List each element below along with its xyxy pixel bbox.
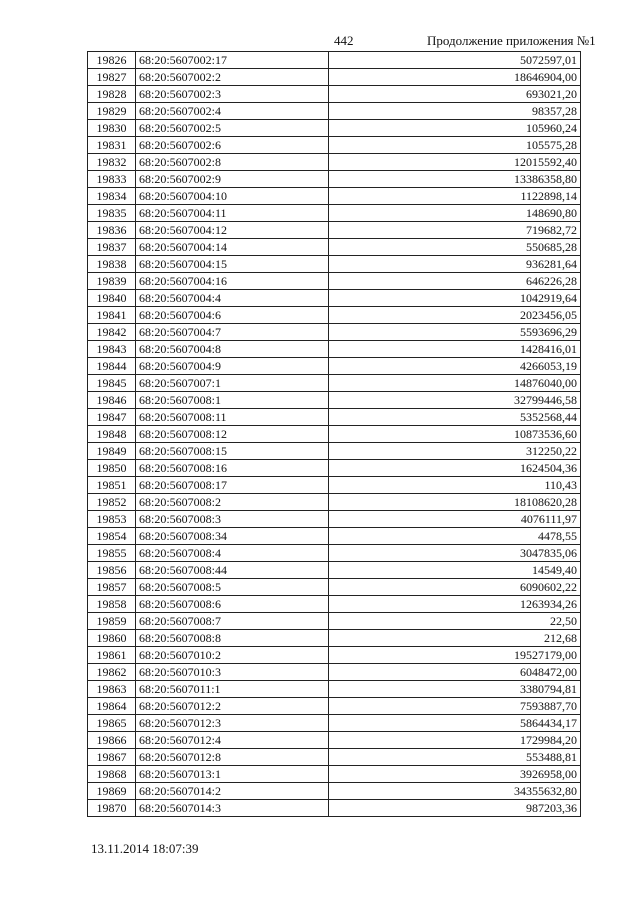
- cadastral-number: 68:20:5607008:7: [136, 613, 329, 630]
- row-number: 19868: [88, 766, 136, 783]
- cadastral-number: 68:20:5607008:6: [136, 596, 329, 613]
- row-number: 19845: [88, 375, 136, 392]
- table-row: [88, 358, 581, 375]
- cadastral-number: 68:20:5607004:8: [136, 341, 329, 358]
- table-row: [88, 273, 581, 290]
- cadastral-value: 1729984,20: [329, 732, 581, 749]
- row-number: 19836: [88, 222, 136, 239]
- row-number: 19839: [88, 273, 136, 290]
- row-number: 19847: [88, 409, 136, 426]
- cadastral-number: 68:20:5607007:1: [136, 375, 329, 392]
- row-number: 19842: [88, 324, 136, 341]
- table-row: [88, 613, 581, 630]
- page-number: 442: [334, 33, 354, 48]
- page-title: Продолжение приложения №1: [427, 33, 596, 48]
- row-number: 19846: [88, 392, 136, 409]
- cadastral-number: 68:20:5607004:4: [136, 290, 329, 307]
- table-row: [88, 664, 581, 681]
- row-number: 19860: [88, 630, 136, 647]
- cadastral-number: 68:20:5607012:8: [136, 749, 329, 766]
- table-row: [88, 715, 581, 732]
- table-row: [88, 511, 581, 528]
- row-number: 19857: [88, 579, 136, 596]
- table-row: [88, 120, 581, 137]
- cadastral-number: 68:20:5607002:2: [136, 69, 329, 86]
- cadastral-number: 68:20:5607008:15: [136, 443, 329, 460]
- table-row: [88, 69, 581, 86]
- cadastral-value: 98357,28: [329, 103, 581, 120]
- table-row: [88, 171, 581, 188]
- table-row: [88, 443, 581, 460]
- cadastral-number: 68:20:5607008:2: [136, 494, 329, 511]
- cadastral-number: 68:20:5607008:17: [136, 477, 329, 494]
- cadastral-number: 68:20:5607010:2: [136, 647, 329, 664]
- table-row: [88, 307, 581, 324]
- cadastral-value: 3380794,81: [329, 681, 581, 698]
- table-row: [88, 103, 581, 120]
- row-number: 19829: [88, 103, 136, 120]
- cadastral-value: 7593887,70: [329, 698, 581, 715]
- cadastral-value: 5352568,44: [329, 409, 581, 426]
- cadastral-value: 22,50: [329, 613, 581, 630]
- table-row: [88, 579, 581, 596]
- cadastral-value: 3047835,06: [329, 545, 581, 562]
- cadastral-number: 68:20:5607014:2: [136, 783, 329, 800]
- table-row: [88, 732, 581, 749]
- table-row: [88, 86, 581, 103]
- table-row: [88, 290, 581, 307]
- cadastral-number: 68:20:5607002:5: [136, 120, 329, 137]
- row-number: 19852: [88, 494, 136, 511]
- row-number: 19837: [88, 239, 136, 256]
- cadastral-value: 1263934,26: [329, 596, 581, 613]
- cadastral-number: 68:20:5607010:3: [136, 664, 329, 681]
- table-row: [88, 188, 581, 205]
- cadastral-number: 68:20:5607012:4: [136, 732, 329, 749]
- row-number: 19854: [88, 528, 136, 545]
- cadastral-value: 550685,28: [329, 239, 581, 256]
- row-number: 19864: [88, 698, 136, 715]
- cadastral-value: 4076111,97: [329, 511, 581, 528]
- cadastral-value: 32799446,58: [329, 392, 581, 409]
- row-number: 19834: [88, 188, 136, 205]
- row-number: 19838: [88, 256, 136, 273]
- cadastral-number: 68:20:5607008:3: [136, 511, 329, 528]
- row-number: 19866: [88, 732, 136, 749]
- row-number: 19853: [88, 511, 136, 528]
- row-number: 19862: [88, 664, 136, 681]
- table-row: [88, 239, 581, 256]
- row-number: 19831: [88, 137, 136, 154]
- table-row: [88, 783, 581, 800]
- cadastral-number: 68:20:5607012:2: [136, 698, 329, 715]
- cadastral-value: 12015592,40: [329, 154, 581, 171]
- cadastral-value: 719682,72: [329, 222, 581, 239]
- table-row: [88, 426, 581, 443]
- cadastral-value: 646226,28: [329, 273, 581, 290]
- table-row: [88, 154, 581, 171]
- table-row: [88, 324, 581, 341]
- cadastral-value: 19527179,00: [329, 647, 581, 664]
- row-number: 19870: [88, 800, 136, 817]
- table-row: [88, 205, 581, 222]
- cadastral-number: 68:20:5607011:1: [136, 681, 329, 698]
- table-row: [88, 545, 581, 562]
- cadastral-value: 212,68: [329, 630, 581, 647]
- cadastral-number: 68:20:5607002:8: [136, 154, 329, 171]
- cadastral-number: 68:20:5607008:4: [136, 545, 329, 562]
- row-number: 19865: [88, 715, 136, 732]
- row-number: 19858: [88, 596, 136, 613]
- row-number: 19849: [88, 443, 136, 460]
- table-row: [88, 460, 581, 477]
- cadastral-value: 1122898,14: [329, 188, 581, 205]
- cadastral-value: 2023456,05: [329, 307, 581, 324]
- cadastral-value: 6090602,22: [329, 579, 581, 596]
- table-row: [88, 477, 581, 494]
- cadastral-value: 4478,55: [329, 528, 581, 545]
- row-number: 19848: [88, 426, 136, 443]
- row-number: 19840: [88, 290, 136, 307]
- table-row: [88, 392, 581, 409]
- cadastral-number: 68:20:5607008:1: [136, 392, 329, 409]
- table-row: [88, 52, 581, 69]
- table-row: [88, 137, 581, 154]
- table-row: [88, 256, 581, 273]
- cadastral-value: 312250,22: [329, 443, 581, 460]
- cadastral-value: 1428416,01: [329, 341, 581, 358]
- cadastral-value: 34355632,80: [329, 783, 581, 800]
- row-number: 19855: [88, 545, 136, 562]
- table-row: [88, 766, 581, 783]
- cadastral-number: 68:20:5607008:11: [136, 409, 329, 426]
- cadastral-number: 68:20:5607013:1: [136, 766, 329, 783]
- cadastral-number: 68:20:5607004:10: [136, 188, 329, 205]
- cadastral-value: 18646904,00: [329, 69, 581, 86]
- cadastral-value: 14549,40: [329, 562, 581, 579]
- cadastral-value: 5593696,29: [329, 324, 581, 341]
- row-number: 19861: [88, 647, 136, 664]
- table-row: [88, 681, 581, 698]
- cadastral-value: 1042919,64: [329, 290, 581, 307]
- row-number: 19856: [88, 562, 136, 579]
- cadastral-number: 68:20:5607008:44: [136, 562, 329, 579]
- table-row: [88, 596, 581, 613]
- cadastral-value: 5072597,01: [329, 52, 581, 69]
- table-row: [88, 647, 581, 664]
- table-body: [88, 52, 581, 817]
- row-number: 19830: [88, 120, 136, 137]
- table-row: [88, 341, 581, 358]
- cadastral-value: 987203,36: [329, 800, 581, 817]
- cadastral-number: 68:20:5607002:9: [136, 171, 329, 188]
- row-number: 19869: [88, 783, 136, 800]
- table-row: [88, 800, 581, 817]
- cadastral-value: 936281,64: [329, 256, 581, 273]
- cadastral-number: 68:20:5607008:5: [136, 579, 329, 596]
- cadastral-value: 105960,24: [329, 120, 581, 137]
- cadastral-number: 68:20:5607004:6: [136, 307, 329, 324]
- row-number: 19841: [88, 307, 136, 324]
- registry-table: [87, 51, 581, 817]
- cadastral-value: 4266053,19: [329, 358, 581, 375]
- table-row: [88, 375, 581, 392]
- cadastral-number: 68:20:5607008:8: [136, 630, 329, 647]
- row-number: 19835: [88, 205, 136, 222]
- row-number: 19843: [88, 341, 136, 358]
- table-row: [88, 562, 581, 579]
- row-number: 19833: [88, 171, 136, 188]
- row-number: 19859: [88, 613, 136, 630]
- table-row: [88, 630, 581, 647]
- cadastral-number: 68:20:5607014:3: [136, 800, 329, 817]
- row-number: 19826: [88, 52, 136, 69]
- cadastral-number: 68:20:5607004:16: [136, 273, 329, 290]
- cadastral-number: 68:20:5607004:12: [136, 222, 329, 239]
- cadastral-value: 10873536,60: [329, 426, 581, 443]
- cadastral-number: 68:20:5607002:4: [136, 103, 329, 120]
- cadastral-value: 6048472,00: [329, 664, 581, 681]
- cadastral-value: 14876040,00: [329, 375, 581, 392]
- table-row: [88, 749, 581, 766]
- table-row: [88, 528, 581, 545]
- table-row: [88, 494, 581, 511]
- cadastral-number: 68:20:5607008:34: [136, 528, 329, 545]
- cadastral-value: 1624504,36: [329, 460, 581, 477]
- cadastral-number: 68:20:5607004:9: [136, 358, 329, 375]
- table-row: [88, 409, 581, 426]
- cadastral-number: 68:20:5607004:11: [136, 205, 329, 222]
- row-number: 19851: [88, 477, 136, 494]
- row-number: 19863: [88, 681, 136, 698]
- table-row: [88, 698, 581, 715]
- row-number: 19832: [88, 154, 136, 171]
- cadastral-value: 693021,20: [329, 86, 581, 103]
- cadastral-value: 3926958,00: [329, 766, 581, 783]
- cadastral-number: 68:20:5607004:15: [136, 256, 329, 273]
- cadastral-number: 68:20:5607002:6: [136, 137, 329, 154]
- cadastral-number: 68:20:5607008:12: [136, 426, 329, 443]
- row-number: 19827: [88, 69, 136, 86]
- cadastral-value: 13386358,80: [329, 171, 581, 188]
- cadastral-number: 68:20:5607012:3: [136, 715, 329, 732]
- table-row: [88, 222, 581, 239]
- cadastral-number: 68:20:5607004:14: [136, 239, 329, 256]
- cadastral-value: 105575,28: [329, 137, 581, 154]
- row-number: 19844: [88, 358, 136, 375]
- row-number: 19850: [88, 460, 136, 477]
- cadastral-number: 68:20:5607004:7: [136, 324, 329, 341]
- cadastral-value: 5864434,17: [329, 715, 581, 732]
- row-number: 19828: [88, 86, 136, 103]
- cadastral-number: 68:20:5607002:17: [136, 52, 329, 69]
- row-number: 19867: [88, 749, 136, 766]
- cadastral-number: 68:20:5607002:3: [136, 86, 329, 103]
- cadastral-value: 110,43: [329, 477, 581, 494]
- cadastral-value: 18108620,28: [329, 494, 581, 511]
- cadastral-value: 148690,80: [329, 205, 581, 222]
- footer-timestamp: 13.11.2014 18:07:39: [91, 841, 199, 856]
- cadastral-number: 68:20:5607008:16: [136, 460, 329, 477]
- cadastral-value: 553488,81: [329, 749, 581, 766]
